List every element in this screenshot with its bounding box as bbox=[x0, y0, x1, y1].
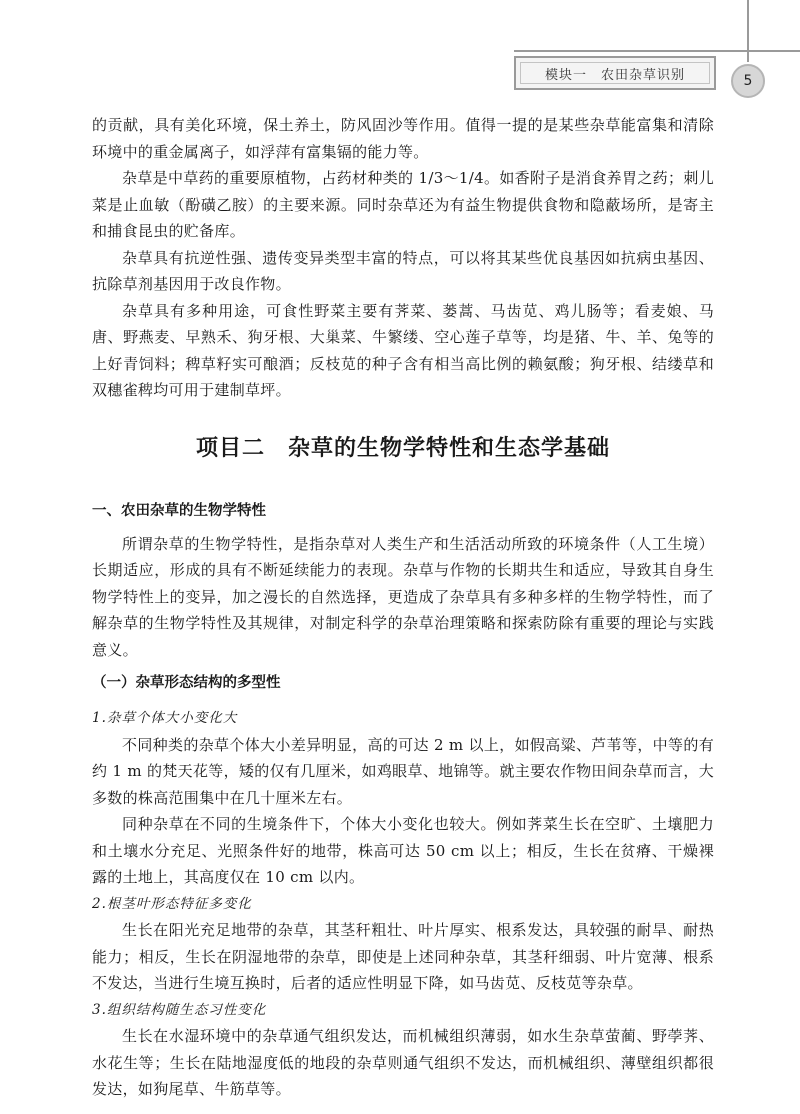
item-paragraph: 生长在水湿环境中的杂草通气组织发达，而机械组织薄弱，如水生杂草萤蔺、野荸荠、水花生等；生长在陆地湿度低的地段的杂草则通气组织不发达，而机械组织、薄壁组织都很发达，如狗尾草、牛筋草等。 bbox=[92, 1027, 714, 1098]
item-heading-size: 1.杂草个体大小变化大 bbox=[92, 710, 238, 726]
header-horizontal-rule bbox=[514, 50, 800, 52]
section-intro: 所谓杂草的生物学特性，是指杂草对人类生产和生活活动所致的环境条件（人工生境）长期适应，形成的具有不断延续能力的表现。杂草与作物的长期共生和适应，导致其自身生物学特性上的变异，加之漫长的自然选择，更造成了杂草具有多种多样的生物学特性，而了解杂草的生物学特性及其规律，对制定科学的杂草治理策略和探索防除有重要的理论与实践意义。 bbox=[92, 534, 714, 659]
module-header-label: 模块一 农田杂草识别 bbox=[520, 62, 710, 84]
paragraph-uses: 杂草具有多种用途，可食性野菜主要有荠菜、蒌蒿、马齿苋、鸡儿肠等；看麦娘、马唐、野燕麦、早熟禾、狗牙根、大巢菜、牛繁缕、空心莲子草等，均是猪、牛、羊、兔等的上好青饲料；稗草籽实可酿酒；反枝苋的种子含有相当高比例的赖氨酸；狗牙根、结缕草和双穗雀稗均可用于建制草坪。 bbox=[92, 301, 714, 399]
header-vertical-rule bbox=[747, 0, 749, 62]
subsection-heading: （一）杂草形态结构的多型性 bbox=[92, 675, 281, 691]
paragraph-medicinal: 杂草是中草药的重要原植物，占药材种类的 1/3～1/4。如香附子是消食养胃之药；刺儿菜是止血敏（酚磺乙胺）的主要来源。同时杂草还为有益生物提供食物和隐蔽场所，是寄主和捕食昆虫的贮备库。 bbox=[92, 169, 714, 240]
item-heading-tissue: 3.组织结构随生态习性变化 bbox=[92, 1001, 267, 1018]
project-title: 项目二 杂草的生物学特性和生态学基础 bbox=[195, 435, 610, 461]
module-header-box bbox=[514, 56, 716, 90]
item-paragraph: 不同种类的杂草个体大小差异明显，高的可达 2 m 以上，如假高粱、芦苇等，中等的有约 1 m 的梵天花等，矮的仅有几厘米，如鸡眼草、地锦等。就主要农作物田间杂草而言，大多数的株高范围集中在几十厘米左右。 bbox=[92, 735, 714, 807]
item-paragraph: 同种杂草在不同的生境条件下，个体大小变化也较大。例如荠菜生长在空旷、土壤肥力和土壤水分充足、光照条件好的地带，株高可达 50 cm 以上；相反，生长在贫瘠、干燥裸露的土地上，其高度仅在 10 cm 以内。 bbox=[92, 815, 714, 886]
page-body bbox=[92, 112, 714, 1103]
item-paragraph: 生长在阳光充足地带的杂草，其茎秆粗壮、叶片厚实、根系发达，具较强的耐旱、耐热能力；相反，生长在阴湿地带的杂草，即使是上述同种杂草，其茎秆细弱、叶片宽薄、根系不发达，当进行生境互换时，后者的适应性明显下降，如马齿苋、反枝苋等杂草。 bbox=[92, 921, 714, 992]
paragraph-continued: 的贡献，具有美化环境，保土养土，防风固沙等作用。值得一提的是某些杂草能富集和清除环境中的重金属离子，如浮萍有富集镉的能力等。 bbox=[92, 116, 714, 161]
paragraph-genes: 杂草具有抗逆性强、遗传变异类型丰富的特点，可以将其某些优良基因如抗病虫基因、抗除草剂基因用于改良作物。 bbox=[92, 248, 714, 293]
section-heading: 一、农田杂草的生物学特性 bbox=[92, 502, 266, 519]
page-number: 5 bbox=[731, 64, 765, 98]
item-heading-morphology: 2.根茎叶形态特征多变化 bbox=[92, 895, 252, 912]
